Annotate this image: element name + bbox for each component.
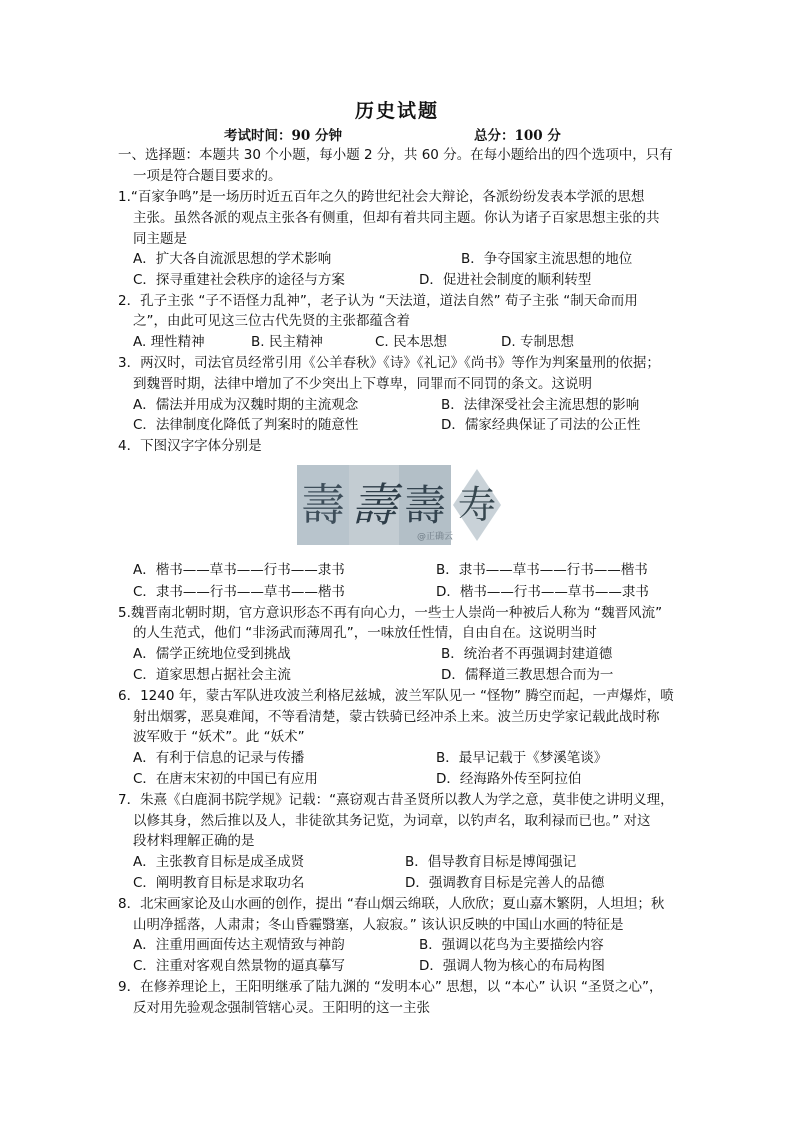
section-instructions-line1: 一、选择题：本题共 30 个小题，每小题 2 分，共 60 分。在每小题给出的四个选项中，只有: [118, 147, 673, 163]
question-9-line2: 反对用先验观念强制管辖心灵。王阳明的这一主张: [133, 1000, 430, 1016]
question-8-option-c: C．注重对客观自然景物的逼真摹写: [133, 958, 345, 974]
question-5-option-d: D．儒释道三教思想合而为一: [441, 667, 614, 683]
question-2-option-d: D. 专制思想: [501, 334, 574, 350]
question-8-line2: 山明净摇落，人肃肃；冬山昏霾翳塞，人寂寂。” 该认识反映的中国山水画的特征是: [133, 917, 624, 933]
question-7-line3: 段材料理解正确的是: [133, 833, 255, 849]
page-title: 历史试题: [354, 100, 439, 122]
question-7-option-a: A．主张教育目标是成圣成贤: [133, 854, 305, 870]
glyph-clerical: 壽: [301, 480, 345, 531]
question-2-option-c: C. 民本思想: [375, 334, 448, 350]
question-6-line1: 6．1240 年，蒙古军队进攻波兰利格尼兹城，波兰军队见一 “怪物” 腾空而起，一声爆炸，喷: [118, 688, 674, 704]
exam-time: 考试时间：90 分钟: [224, 128, 342, 144]
figure-watermark: @正确云: [416, 532, 454, 542]
question-2-line1: 2．孔子主张 “子不语怪力乱神”，老子认为 “天法道，道法自然” 荀子主张 “制天命而用: [118, 293, 638, 309]
question-8-option-b: B．强调以花鸟为主要描绘内容: [419, 937, 604, 953]
question-5-option-a: A．儒学正统地位受到挑战: [133, 646, 291, 662]
question-1-line2: 主张。虽然各派的观点主张各有侧重，但却有着共同主题。你认为诸子百家思想主张的共: [133, 210, 660, 226]
calligraphy-figure: [297, 465, 503, 545]
glyph-running: 壽: [403, 481, 447, 530]
question-5-line2: 的人生范式，他们 “非汤武而薄周孔”，一味放任性情，自由自在。这说明当时: [133, 625, 597, 641]
question-1-option-a: A．扩大各自流派思想的学术影响: [133, 251, 332, 267]
question-4-option-d: D．楷书——行书——草书——隶书: [436, 584, 649, 600]
question-7-option-d: D．强调教育目标是完善人的品德: [405, 875, 605, 891]
question-3-option-b: B．法律深受社会主流思想的影响: [441, 397, 640, 413]
question-9-line1: 9．在修养理论上，王阳明继承了陆九渊的 “发明本心” 思想，以 “本心” 认识 “圣贤之心”，: [118, 979, 663, 995]
question-6-line3: 波军败于 “妖术”。此 “妖术”: [133, 729, 305, 745]
total-score: 总分：100 分: [474, 128, 561, 144]
question-1-line3: 同主题是: [133, 231, 187, 247]
question-5-option-c: C．道家思想占据社会主流: [133, 667, 291, 683]
glyph-regular: 寿: [457, 483, 497, 527]
question-3-option-d: D．儒家经典保证了司法的公正性: [441, 417, 641, 433]
question-6-option-c: C．在唐末宋初的中国已有应用: [133, 771, 318, 787]
question-2-option-b: B. 民主精神: [251, 334, 323, 350]
question-4-line1: 4．下图汉字字体分别是: [118, 438, 262, 454]
question-2-line2: 之”，由此可见这三位古代先贤的主张都蕴含着: [133, 313, 410, 329]
section-instructions-line2: 一项是符合题目要求的。: [133, 168, 282, 184]
question-3-line2: 到魏晋时期，法律中增加了不少突出上下尊卑，同罪而不同罚的条文。这说明: [133, 376, 592, 392]
question-8-option-a: A．注重用画面传达主观情致与神韵: [133, 937, 345, 953]
question-8-option-d: D．强调人物为核心的布局构图: [419, 958, 605, 974]
question-4-option-c: C．隶书——行书——草书——楷书: [133, 584, 345, 600]
question-6-option-a: A．有利于信息的记录与传播: [133, 750, 305, 766]
question-1-option-b: B．争夺国家主流思想的地位: [461, 251, 633, 267]
question-7-line2: 以修其身，然后推以及人，非徒欲其务记览，为词章，以钓声名，取利禄而已也。” 对这: [133, 813, 651, 829]
question-1-option-c: C．探寻重建社会秩序的途径与方案: [133, 272, 345, 288]
question-7-option-b: B．倡导教育目标是博闻强记: [405, 854, 577, 870]
question-3-line1: 3．两汉时，司法官员经常引用《公羊春秋》《诗》《礼记》《尚书》等作为判案量刑的依据；: [118, 355, 660, 371]
question-5-line1: 5.魏晋南北朝时期，官方意识形态不再有向心力，一些士人崇尚一种被后人称为 “魏晋风流”: [118, 605, 663, 621]
question-6-option-b: B．最早记载于《梦溪笔谈》: [436, 750, 608, 766]
question-3-option-a: A．儒法并用成为汉魏时期的主流观念: [133, 397, 359, 413]
question-7-option-c: C．阐明教育目标是求取功名: [133, 875, 305, 891]
question-5-option-b: B．统治者不再强调封建道德: [441, 646, 613, 662]
question-1-option-d: D．促进社会制度的顺利转型: [419, 272, 592, 288]
question-8-line1: 8．北宋画家论及山水画的创作，提出 “春山烟云绵联，人欣欣；夏山嘉木繁阴，人坦坦；秋: [118, 896, 665, 912]
question-6-line2: 射出烟雾，恶臭难闻，不等看清楚，蒙古铁骑已经冲杀上来。波兰历史学家记载此战时称: [133, 709, 660, 725]
glyph-cursive: 壽: [351, 478, 397, 532]
question-6-option-d: D．经海路外传至阿拉伯: [436, 771, 582, 787]
question-1-line1: 1.“百家争鸣”是一场历时近五百年之久的跨世纪社会大辩论，各派纷纷发表本学派的思想: [118, 189, 645, 205]
question-3-option-c: C．法律制度化降低了判案时的随意性: [133, 417, 359, 433]
question-2-option-a: A. 理性精神: [133, 334, 205, 350]
question-4-option-b: B．隶书——草书——行书——楷书: [436, 562, 648, 578]
question-7-line1: 7．朱熹《白鹿洞书院学规》记载：“熹窃观古昔圣贤所以教人为学之意，莫非使之讲明义理，: [118, 792, 674, 808]
question-4-option-a: A．楷书——草书——行书——隶书: [133, 562, 345, 578]
